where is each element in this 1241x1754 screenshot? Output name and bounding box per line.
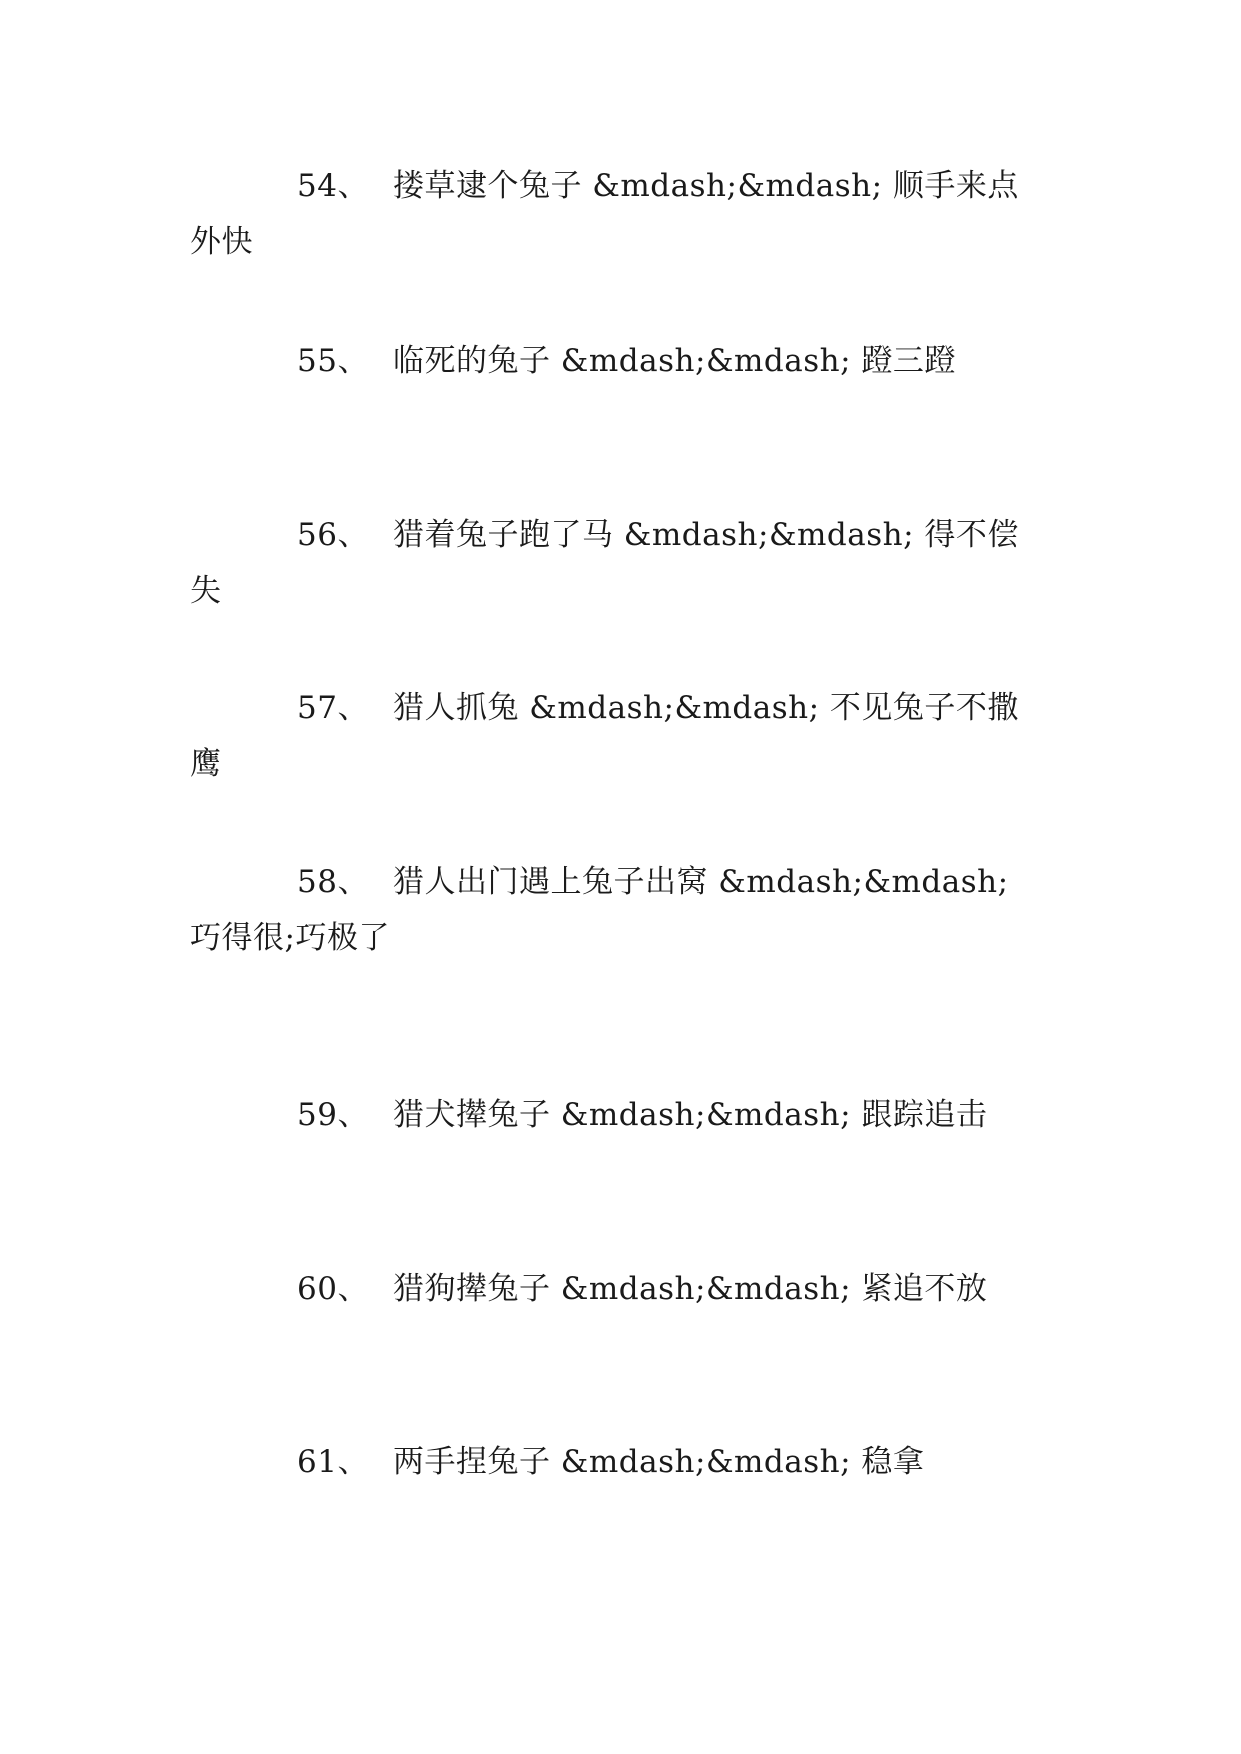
item-number: 56、 (297, 517, 369, 553)
item-number: 60、 (297, 1271, 369, 1307)
item-text: 猎狗撵兔子 &mdash;&mdash; 紧追不放 (392, 1271, 988, 1307)
list-item (190, 1261, 1050, 1317)
item-text: 搂草逮个兔子 &mdash;&mdash; 顺手来点外快 (190, 168, 1019, 260)
item-number: 61、 (297, 1444, 369, 1480)
item-number: 59、 (297, 1097, 369, 1133)
list-item (190, 158, 1050, 270)
item-text: 猎人出门遇上兔子出窝 &mdash;&mdash; 巧得很;巧极了 (190, 864, 1009, 956)
item-number: 54、 (297, 168, 369, 204)
item-text: 猎犬撵兔子 &mdash;&mdash; 跟踪追击 (392, 1097, 988, 1133)
list-item (190, 680, 1050, 792)
item-text: 猎人抓兔 &mdash;&mdash; 不见兔子不撒鹰 (190, 690, 1019, 782)
list-item (190, 1087, 1050, 1143)
item-text: 临死的兔子 &mdash;&mdash; 蹬三蹬 (392, 343, 956, 379)
item-number: 58、 (297, 864, 369, 900)
list-item (190, 507, 1050, 619)
list-item (190, 854, 1050, 966)
list-item (190, 1434, 1050, 1490)
item-text: 猎着兔子跑了马 &mdash;&mdash; 得不偿失 (190, 517, 1019, 609)
list-item (190, 333, 1050, 389)
item-text: 两手捏兔子 &mdash;&mdash; 稳拿 (392, 1444, 925, 1480)
item-number: 57、 (297, 690, 369, 726)
item-number: 55、 (297, 343, 369, 379)
